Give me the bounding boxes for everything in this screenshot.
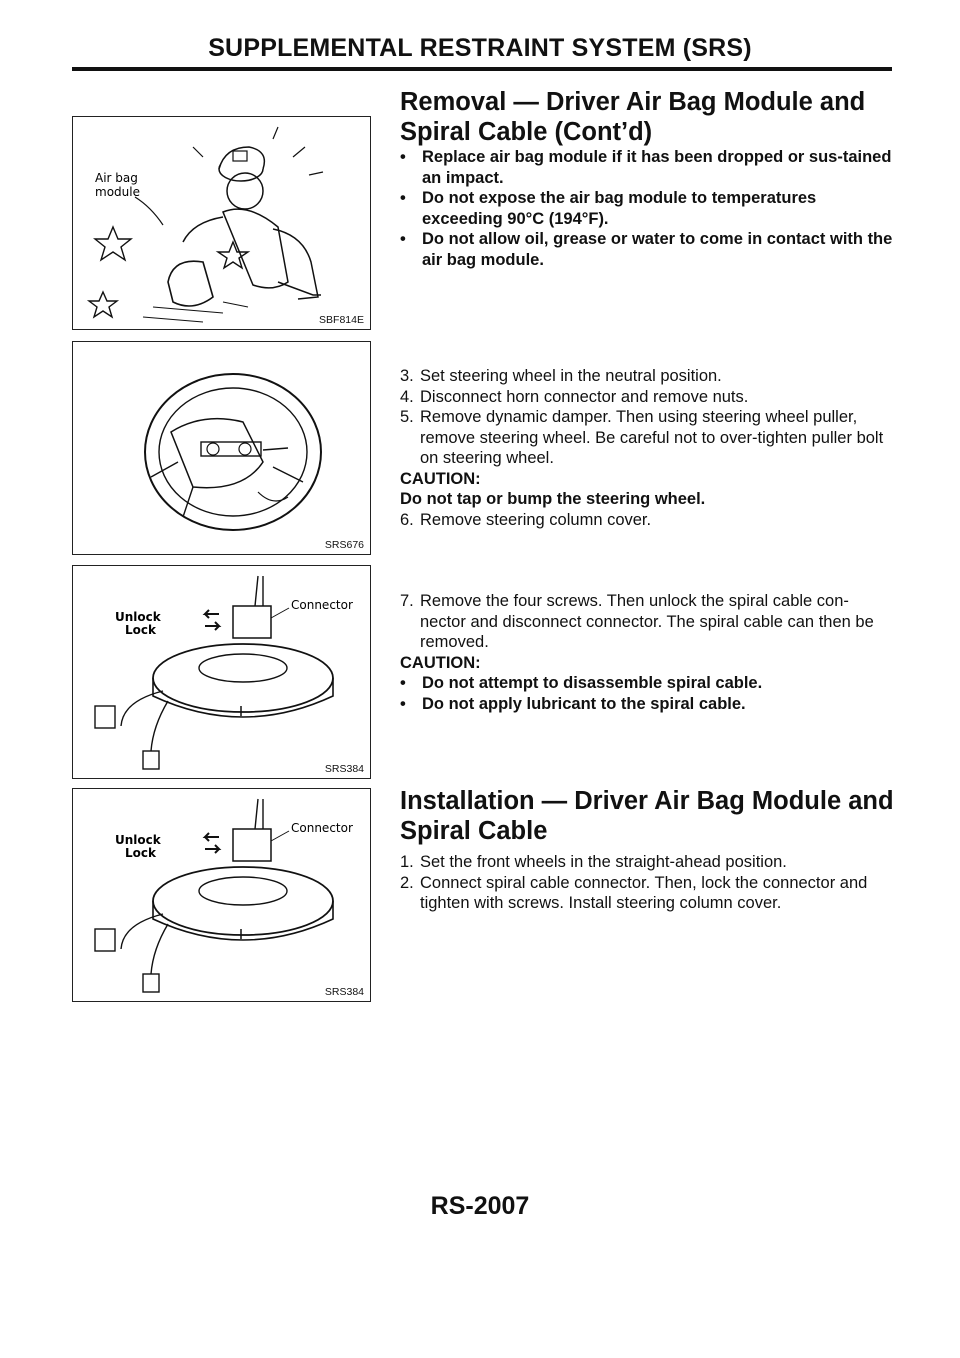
installation-section-title xyxy=(400,786,894,846)
bullet-item: • Do not expose the air bag module to temperatures exceeding 90°C (194°F). xyxy=(400,188,894,229)
bullet-text: Do not attempt to disassemble spiral cable. xyxy=(422,674,763,692)
step-text: Connect spiral cable connector. Then, lock the connector and tighten with screws. Install steering column cover. xyxy=(420,873,868,912)
unlock-label: Unlock xyxy=(115,610,161,624)
caution-label: CAUTION: xyxy=(400,653,481,672)
step-number: 4. xyxy=(400,387,414,406)
step-number: 2. xyxy=(400,873,414,892)
figure-code: SRS676 xyxy=(324,539,364,551)
spiral-cable-illustration xyxy=(73,789,369,1000)
step-item xyxy=(400,873,894,914)
page-header-title: SUPPLEMENTAL RESTRAINT SYSTEM (SRS) xyxy=(208,34,752,62)
removal-step-7 xyxy=(400,591,894,714)
removal-title-line1: Removal — Driver Air Bag Module and xyxy=(400,88,866,116)
removal-warnings xyxy=(400,147,894,270)
lock-label: Lock xyxy=(125,846,156,860)
airbag-dropped-illustration xyxy=(73,117,369,328)
bullet-item: • Do not apply lubricant to the spiral cable. xyxy=(400,694,746,713)
bullet-text: Do not expose the air bag module to temperatures exceeding 90°C (194°F). xyxy=(422,189,817,228)
connector-label: Connector xyxy=(291,821,353,835)
header-rule xyxy=(72,67,892,71)
installation-title-line1: Installation — Driver Air Bag Module and xyxy=(400,787,894,815)
step-text: Remove steering column cover. xyxy=(420,510,652,529)
caution-text: Do not tap or bump the steering wheel. xyxy=(400,490,706,508)
connector-label: Connector xyxy=(291,598,353,612)
svg-text:module: module xyxy=(95,185,140,199)
step-text: Set steering wheel in the neutral position. xyxy=(420,367,722,385)
page-number: RS-2007 xyxy=(430,1192,530,1220)
step-text: Disconnect horn connector and remove nuts. xyxy=(420,387,749,406)
caution-label: CAUTION: xyxy=(400,469,481,488)
removal-title-line2: Spiral Cable (Cont’d) xyxy=(400,118,653,146)
step-number: 1. xyxy=(400,853,414,871)
figure-airbag-dropped xyxy=(72,116,371,330)
bullet-text: Replace air bag module if it has been dropped or sus-tained an impact. xyxy=(422,148,892,187)
step-item xyxy=(400,852,894,873)
lock-arrow-icon xyxy=(205,622,219,630)
step-item xyxy=(400,366,894,387)
figure-code: SBF814E xyxy=(319,314,364,326)
step-number: 7. xyxy=(400,592,414,610)
step-number: 6. xyxy=(400,510,414,529)
step-item xyxy=(400,387,894,408)
bullet-item: • Replace air bag module if it has been dropped or sus-tained an impact. xyxy=(400,147,894,188)
step-text: Remove dynamic damper. Then using steering wheel puller, remove steering wheel. Be careful not to over-tighten puller bolt on steering wheel. xyxy=(420,408,884,467)
figure-code: SRS384 xyxy=(324,763,364,775)
installation-title-line2: Spiral Cable xyxy=(400,817,548,845)
figure-steering-wheel xyxy=(72,341,371,555)
step-number: 5. xyxy=(400,408,414,426)
removal-section-title xyxy=(400,87,865,147)
step-item xyxy=(400,407,894,469)
step-text: Remove the four screws. Then unlock the spiral cable con-nector and disconnect connector. The spiral cable can then be removed. xyxy=(420,592,874,651)
removal-steps xyxy=(400,366,894,530)
figure-code: SRS384 xyxy=(324,986,364,998)
svg-text:Air bag: Air bag xyxy=(95,171,138,185)
lock-label: Lock xyxy=(125,623,156,637)
steering-wheel-illustration xyxy=(73,342,369,553)
installation-steps xyxy=(400,852,894,914)
step-number: 3. xyxy=(400,367,414,385)
unlock-label: Unlock xyxy=(115,833,161,847)
lock-arrow-icon xyxy=(205,845,219,853)
bullet-text: Do not allow oil, grease or water to come in contact with the air bag module. xyxy=(422,230,893,269)
step-item xyxy=(400,510,894,531)
step-text: Set the front wheels in the straight-ahead position. xyxy=(420,853,787,871)
figure-spiral-cable-installation xyxy=(72,788,371,1002)
figure-spiral-cable-removal xyxy=(72,565,371,779)
unlock-arrow-icon xyxy=(205,610,219,618)
unlock-arrow-icon xyxy=(205,833,219,841)
bullet-item: • Do not attempt to disassemble spiral cable. xyxy=(400,674,763,692)
spiral-cable-illustration xyxy=(73,566,369,777)
step-item xyxy=(400,591,894,653)
bullet-item: • Do not allow oil, grease or water to come in contact with the air bag module. xyxy=(400,230,893,269)
bullet-text: Do not apply lubricant to the spiral cable. xyxy=(422,694,746,713)
